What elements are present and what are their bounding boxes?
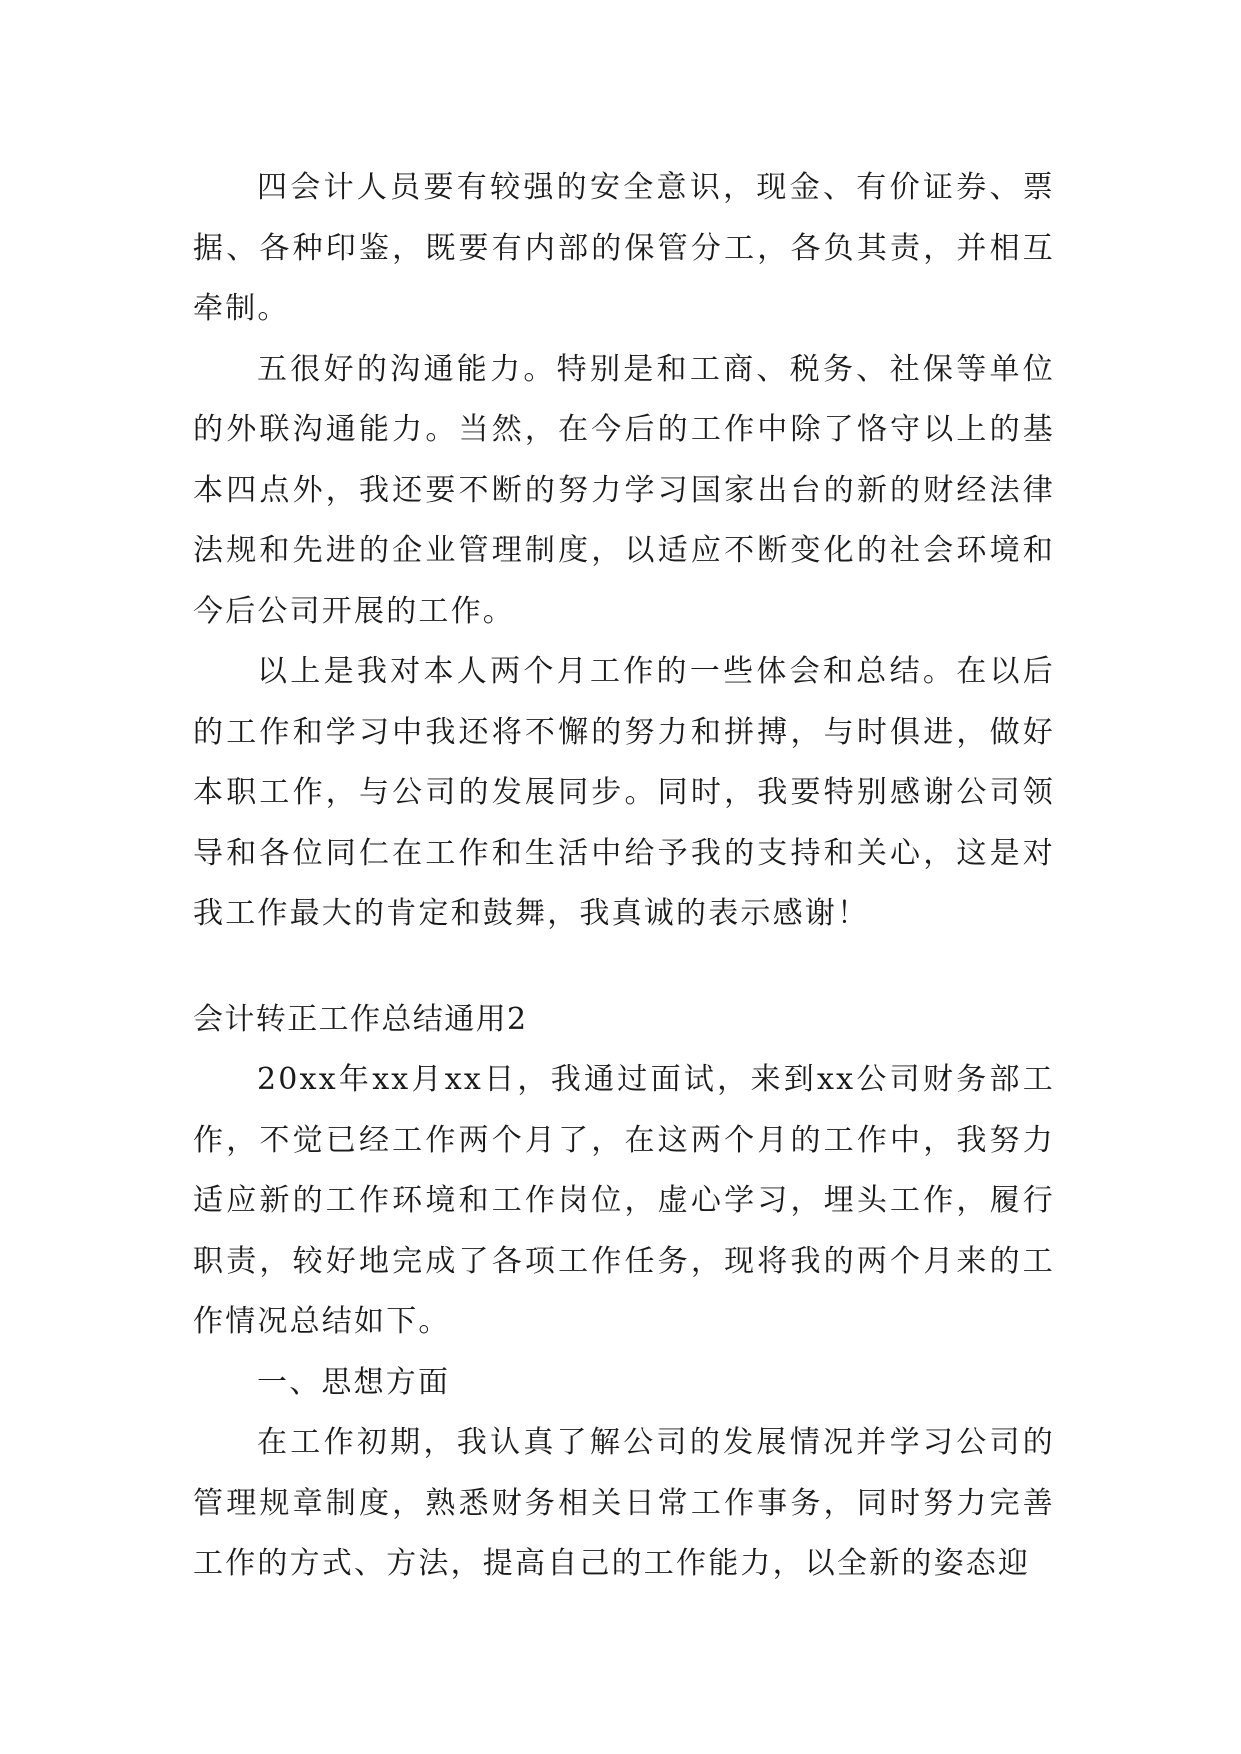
paragraph-conclusion-thanks: 以上是我对本人两个月工作的一些体会和总结。在以后的工作和学习中我还将不懈的努力和拼搏，与时俱进，做好本职工作，与公司的发展同步。同时，我要特别感谢公司领导和各位同仁在工作和生活中给予我的支持和关心，这是对我工作最大的肯定和鼓舞，我真诚的表示感谢！ bbox=[193, 654, 1055, 931]
subheading-ideology: 一、思想方面 bbox=[257, 1364, 451, 1400]
document-body bbox=[193, 158, 1055, 1595]
paragraph-ideology-body: 在工作初期，我认真了解公司的发展情况并学习公司的管理规章制度，熟悉财务相关日常工作事务，同时努力完善工作的方式、方法，提高自己的工作能力，以全新的姿态迎 bbox=[193, 1425, 1055, 1581]
paragraph-security-awareness: 四会计人员要有较强的安全意识，现金、有价证券、票据、各种印鉴，既要有内部的保管分工，各负其责，并相互牵制。 bbox=[193, 170, 1055, 326]
paragraph-communication-ability: 五很好的沟通能力。特别是和工商、税务、社保等单位的外联沟通能力。当然，在今后的工作中除了恪守以上的基本四点外，我还要不断的努力学习国家出台的新的财经法律法规和先进的企业管理制度，以适应不断变化的社会环境和今后公司开展的工作。 bbox=[193, 351, 1055, 629]
paragraph-intro: 20xx年xx月xx日，我通过面试，来到xx公司财务部工作，不觉已经工作两个月了，在这两个月的工作中，我努力适应新的工作环境和工作岗位，虚心学习，埋头工作，履行职责，较好地完成了各项工作任务，现将我的两个月来的工作情况总结如下。 bbox=[193, 1062, 1055, 1339]
section-title: 会计转正工作总结通用2 bbox=[193, 1001, 528, 1037]
